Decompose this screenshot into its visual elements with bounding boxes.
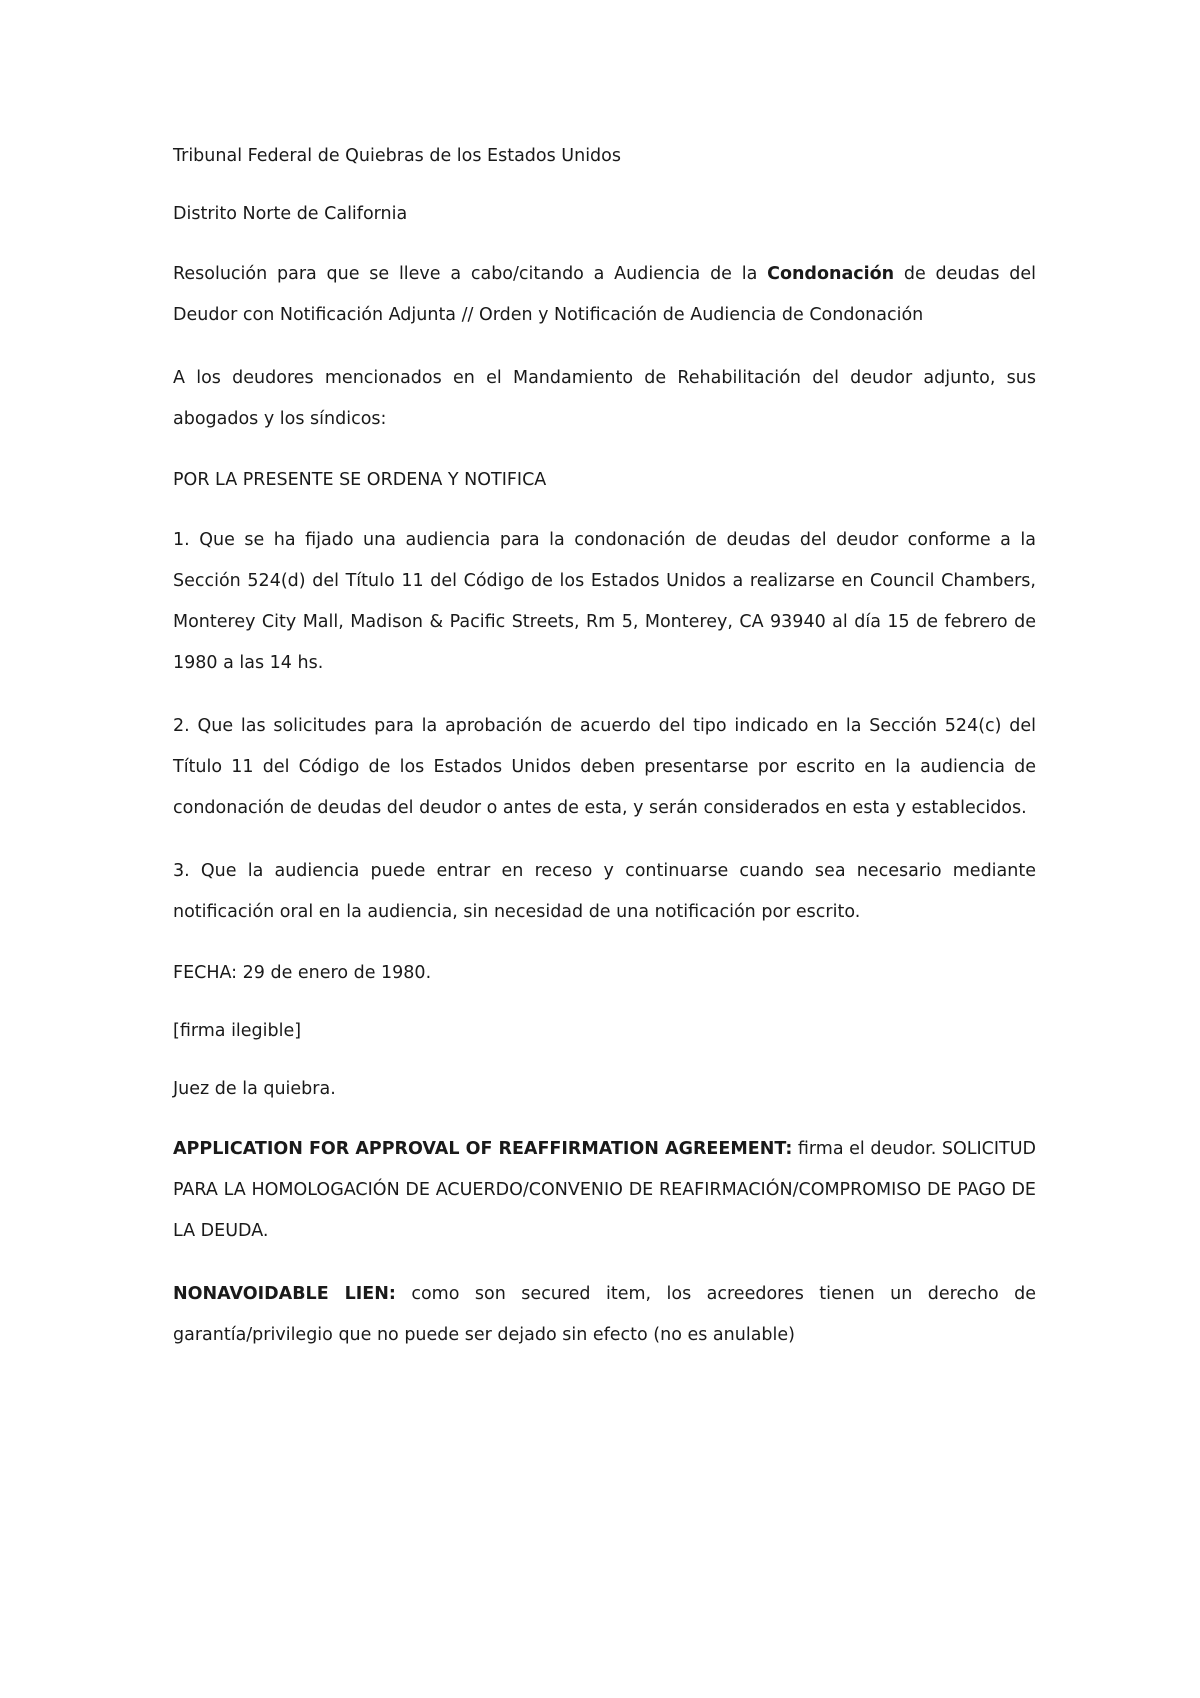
order-item-3-text: Que la audiencia puede entrar en receso y continuarse cuando sea necesario mediante notificación oral en la audiencia, sin necesidad de una notificación por escrito. [173, 861, 1036, 922]
order-item-2 [173, 706, 1036, 829]
resolution-title [173, 254, 1036, 336]
order-item-1 [173, 520, 1036, 684]
date-line: FECHA: 29 de enero de 1980. [173, 963, 432, 983]
order-item-2-text: Que las solicitudes para la aprobación de acuerdo del tipo indicado en la Sección 524(c) del Título 11 del Código de los Estados Unidos deben presentarse por escrito en la audiencia de condonación de deudas del deudor o antes de esta, y serán considerados en esta y establecidos. [173, 716, 1036, 818]
order-item-1-text: Que se ha fijado una audiencia para la condonación de deudas del deudor conforme a la Sección 524(d) del Título 11 del Código de los Estados Unidos a realizarse en Council Chambers, Monterey City Mall, Madison & Pacific Streets, Rm 5, Monterey, CA 93940 al día 15 de febrero de 1980 a las 14 hs. [173, 530, 1036, 673]
order-item-3-number: 3. [173, 861, 190, 881]
signature-note: [firma ilegible] [173, 1021, 302, 1041]
resolution-title-part2: de deudas del Deudor con Notificación Adjunta // Orden y Notificación de Audiencia de Condonación [173, 264, 1036, 325]
judge-title: Juez de la quiebra. [173, 1079, 336, 1099]
district-name: Distrito Norte de California [173, 204, 408, 224]
document-body [173, 138, 1036, 1378]
glossary-term-1: APPLICATION FOR APPROVAL OF REAFFIRMATION AGREEMENT: [173, 1139, 793, 1159]
glossary-entry-1 [173, 1129, 1036, 1252]
glossary-term-2: NONAVOIDABLE LIEN: [173, 1284, 396, 1304]
glossary-definition-2: como son secured item, los acreedores tienen un derecho de garantía/privilegio que no puede ser dejado sin efecto (no es anulable) [173, 1284, 1036, 1345]
resolution-title-bold: Condonación [767, 264, 895, 284]
order-heading: POR LA PRESENTE SE ORDENA Y NOTIFICA [173, 470, 547, 490]
glossary-entry-2 [173, 1274, 1036, 1356]
order-item-1-number: 1. [173, 530, 190, 550]
order-item-3 [173, 851, 1036, 933]
resolution-title-part1: Resolución para que se lleve a cabo/citando a Audiencia de la [173, 264, 768, 284]
order-item-2-number: 2. [173, 716, 190, 736]
glossary-definition-1: firma el deudor. SOLICITUD PARA LA HOMOLOGACIÓN DE ACUERDO/CONVENIO DE REAFIRMACIÓN/COMPROMISO DE PAGO DE LA DEUDA. [173, 1139, 1036, 1241]
court-name: Tribunal Federal de Quiebras de los Estados Unidos [173, 146, 621, 166]
addressee: A los deudores mencionados en el Mandamiento de Rehabilitación del deudor adjunto, sus abogados y los síndicos: [173, 368, 1036, 429]
